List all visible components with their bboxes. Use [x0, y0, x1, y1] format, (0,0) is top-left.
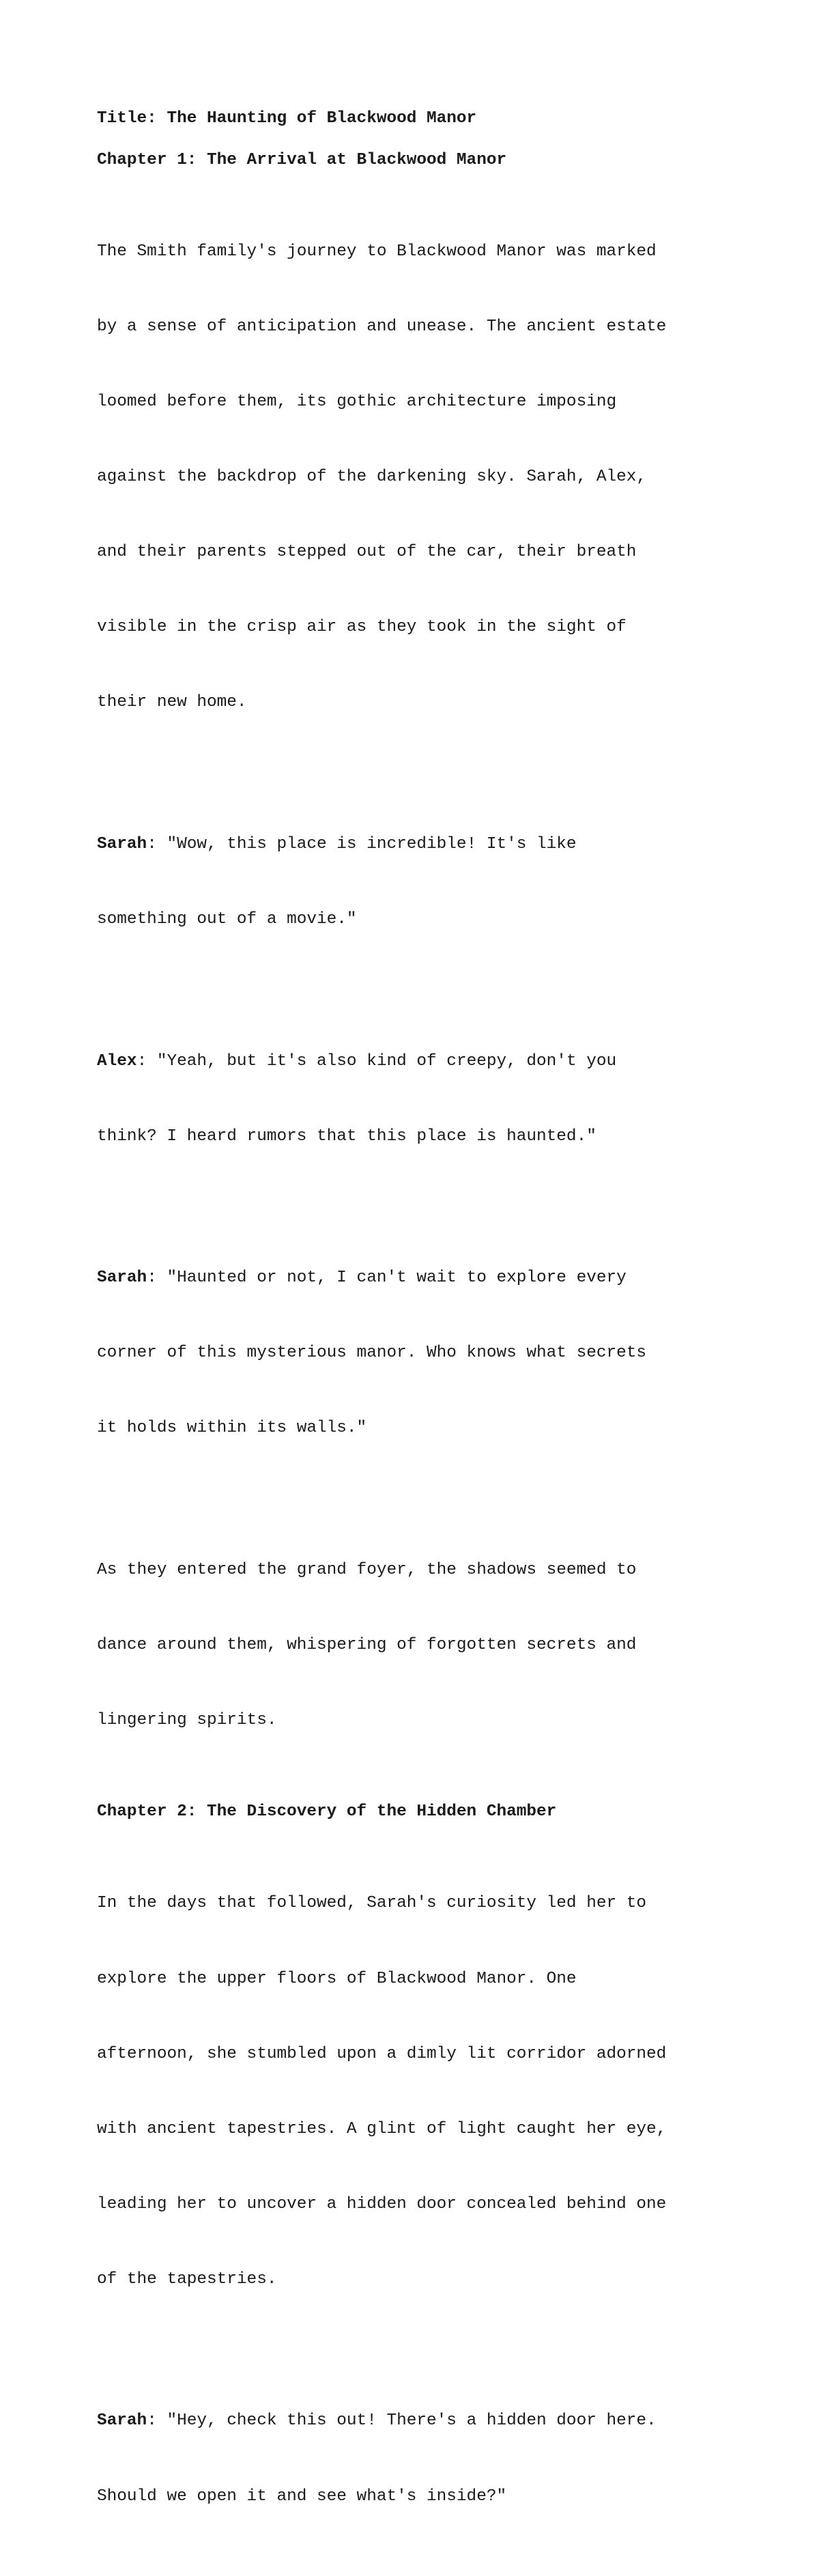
dialogue-alex-1: [97, 999, 732, 1200]
dialogue-sarah-1: [97, 782, 732, 983]
paragraph-line: and their parents stepped out of the car, their breath: [97, 543, 637, 562]
paragraph-line: their new home.: [97, 693, 247, 712]
paragraph-line: leading her to uncover a hidden door concealed behind one: [97, 2194, 667, 2213]
speaker-name: Sarah: [97, 1269, 147, 1288]
paragraph-foyer: [97, 1508, 732, 1784]
dialogue-line: corner of this mysterious manor. Who knows what secrets: [97, 1344, 647, 1363]
paragraph-line: by a sense of anticipation and unease. The ancient estate: [97, 317, 667, 336]
dialogue-line: Should we open it and see what's inside?": [97, 2487, 507, 2506]
dialogue-text: : "Wow, this place is incredible! It's like: [147, 834, 577, 853]
dialogue-line: [97, 1266, 732, 1291]
paragraph-line: The Smith family's journey to Blackwood Manor was marked: [97, 242, 657, 261]
dialogue-line: [97, 832, 732, 858]
dialogue-line: it holds within its walls.": [97, 1419, 367, 1438]
dialogue-line: [97, 2409, 732, 2434]
chapter-1-heading: Chapter 1: The Arrival at Blackwood Manor: [97, 150, 507, 169]
paragraph-line: visible in the crisp air as they took in the sight of: [97, 618, 627, 637]
speaker-name: Alex: [97, 1051, 137, 1071]
dialogue-line: think? I heard rumors that this place is haunted.": [97, 1127, 597, 1146]
paragraph-line: lingering spirits.: [97, 1711, 277, 1730]
speaker-name: Sarah: [97, 2411, 147, 2431]
document-body: [97, 107, 732, 2576]
paragraph-line: explore the upper floors of Blackwood Manor. One: [97, 1969, 577, 1988]
paragraph-line: against the backdrop of the darkening sky. Sarah, Alex,: [97, 468, 647, 487]
chapter-2-heading: Chapter 2: The Discovery of the Hidden Chamber: [97, 1802, 557, 1822]
speaker-name: Sarah: [97, 834, 147, 853]
paragraph-line: loomed before them, its gothic architecture imposing: [97, 393, 617, 412]
dialogue-text: : "Hey, check this out! There's a hidden door here.: [147, 2411, 657, 2431]
document-title: Title: The Haunting of Blackwood Manor: [97, 109, 477, 128]
paragraph-arrival: [97, 189, 732, 765]
dialogue-sarah-3: [97, 2359, 732, 2560]
paragraph-line: with ancient tapestries. A glint of light caught her eye,: [97, 2119, 667, 2138]
paragraph-line: As they entered the grand foyer, the shadows seemed to: [97, 1560, 637, 1579]
dialogue-sarah-2: [97, 1216, 732, 1492]
paragraph-line: In the days that followed, Sarah's curiosity led her to: [97, 1894, 647, 1913]
paragraph-discovery: [97, 1841, 732, 2343]
paragraph-line: of the tapestries.: [97, 2269, 277, 2289]
paragraph-line: afternoon, she stumbled upon a dimly lit corridor adorned: [97, 2044, 667, 2063]
dialogue-text: : "Haunted or not, I can't wait to explore every: [147, 1269, 627, 1288]
dialogue-line: something out of a movie.": [97, 910, 357, 929]
dialogue-line: [97, 1049, 732, 1075]
paragraph-line: dance around them, whispering of forgotten secrets and: [97, 1636, 637, 1655]
dialogue-text: : "Yeah, but it's also kind of creepy, don't you: [136, 1051, 617, 1071]
